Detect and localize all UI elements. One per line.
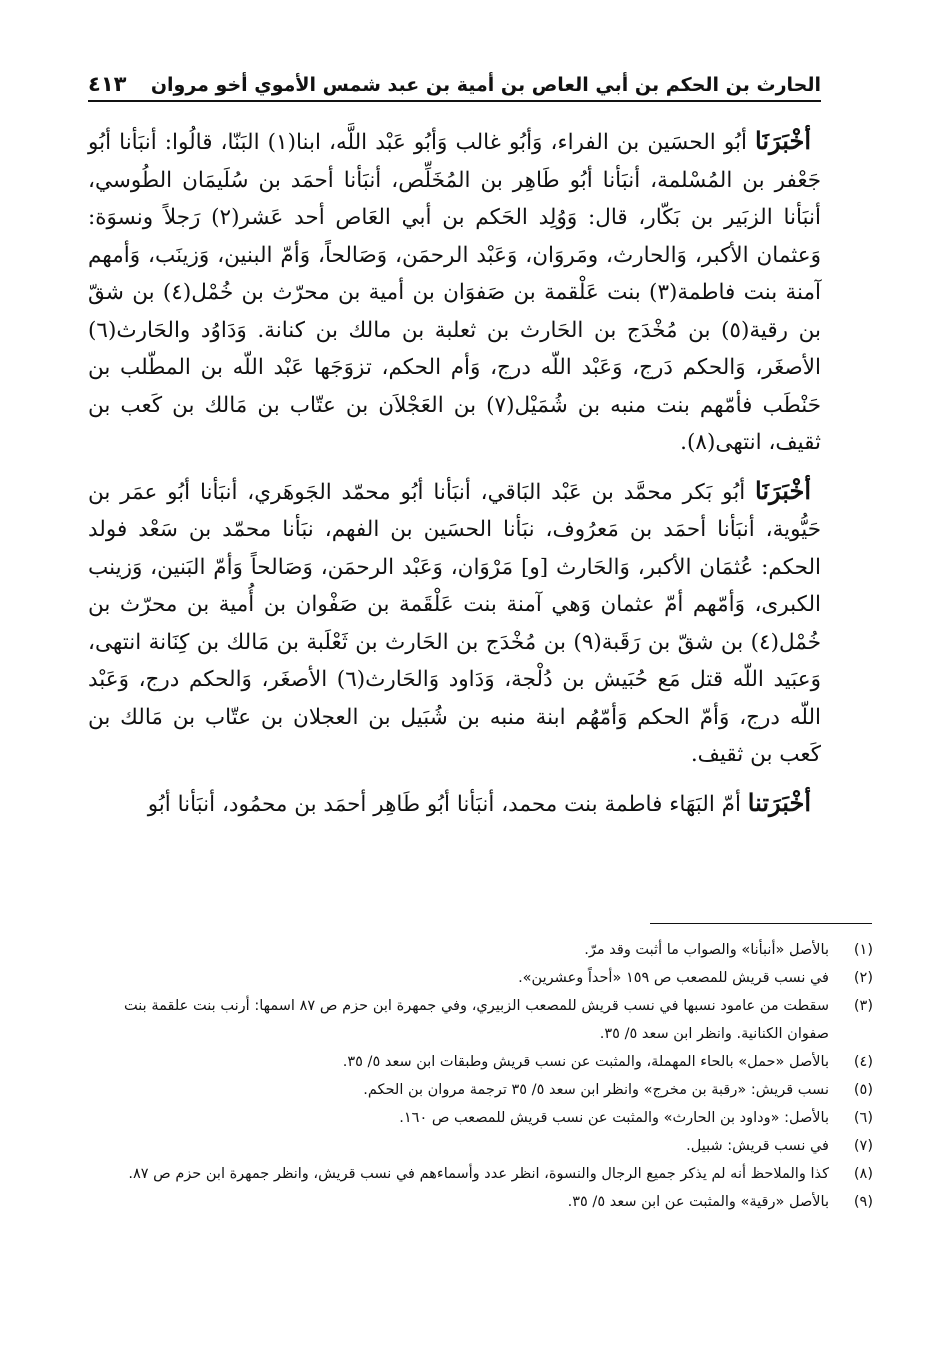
paragraph [88,784,821,824]
page-header [88,62,821,102]
footnote-number: (٢) [853,970,873,986]
footnote [124,992,873,1048]
footnote [124,1048,873,1076]
paragraph-text: أمّ البَهَاء فاطمة بنت محمد، أنبَأنا أبُو طَاهِر أحمَد بن محمُود، أنبَأنا أبُو [147,791,748,817]
paragraph [88,122,821,462]
footnotes [124,936,873,1216]
paragraph [88,472,821,774]
footnote [124,936,873,964]
footnote-text: بالأصل «أنبأنا» والصواب ما أثبت وقد مرّ. [584,942,829,958]
footnote-number: (٦) [853,1110,873,1126]
footnote-number: (٧) [853,1138,873,1154]
footnote [124,1104,873,1132]
page-number: ٤١٣ [88,72,127,96]
footnote [124,1132,873,1160]
footnote-text: سقطت من عامود نسبها في نسب قريش للمصعب الزبيري، وفي جمهرة ابن حزم ص ٨٧ اسمها: أرنب بنت علقمة بنت صفوان الكنانية. وانظر ابن سعد ٥/ ٣٥. [124,998,829,1042]
footnote-number: (٨) [853,1166,873,1182]
main-text [88,122,821,833]
footnote-number: (١) [853,942,873,958]
footnote [124,964,873,992]
footnote-text: في نسب قريش: شبيل. [686,1138,829,1154]
footnote [124,1076,873,1104]
footnote-text: بالأصل «رقية» والمثبت عن ابن سعد ٥/ ٣٥. [567,1194,829,1210]
running-title: الحارث بن الحكم بن أبي العاص بن أمية بن عبد شمس الأموي أخو مروان [150,74,821,96]
paragraph-lead-word: أخْبَرَتنا [747,787,811,817]
footnote [124,1188,873,1216]
footnote-number: (٣) [853,998,873,1014]
footnote-text: بالأصل «حمل» بالحاء المهملة، والمثبت عن نسب قريش وطبقات ابن سعد ٥/ ٣٥. [342,1054,829,1070]
footnote [124,1160,873,1188]
footnote-number: (٤) [853,1054,873,1070]
footnote-text: كذا والملاحظ أنه لم يذكر جميع الرجال والنسوة، انظر عدد وأسماءهم في نسب قريش، وانظر جمهرة ابن حزم ص ٨٧. [128,1166,829,1182]
footnote-separator [650,923,872,924]
footnote-text: نسب قريش: «رقبة بن مخرج» وانظر ابن سعد ٥/ ٣٥ ترجمة مروان بن الحكم. [363,1082,829,1098]
footnote-number: (٩) [853,1194,873,1210]
paragraph-text: أبُو بَكر محمَّد بن عَبْد البَاقي، أنبَأنا أبُو محمّد الجَوهَري، أنبَأنا أبُو عمَر بن حَيُّوية، أنبَأنا أحمَد بن مَعرُوف، نبَأنا الحسَين بن الفهم، نبَأنا محمّد بن سَعْد فولد الحكم: عُثمَان الأكبر، وَالحَارث [و] مَرْوَان، وَعَبْد الرحمَن، وَصَالحاً وَأمّ البَنين، وَزينب الكبرى، وَأمّهم أمّ عثمان وَهي آمنة بنت عَلْقَمة بن صَفْوان بن أُمية بن محرّث بن خُمْل(٤) بن شقّ بن رَقَبة(٩) بن مُخْدَج بن الحَارث بن ثَعْلَبة بن مَالك بن كِنَانة انتهى، وَعبَيد اللّه قتل مَع حُبَيش بن دُلْجة، وَدَاود وَالحَارث(٦) الأصغَر، وَالحكم درج، وَعَبْد اللّه درج، وَأمّ الحكم وَأمّهُم ابنة منبه بن شُبَيل بن العجلان بن عتّاب بن مَالك بن كَعب بن ثقيف. [88,479,821,767]
footnote-number: (٥) [853,1082,873,1098]
paragraph-text: أبُو الحسَين بن الفراء، وَأبُو غالب وَأبُو عَبْد اللَّه، ابنا(١) البَنّا، قالُوا: أنبَأنا أبُو جَعْفر بن المُسْلمة، أنبَأنا أبُو طَاهِر بن المُخَلِّص، أنبَأنا أحمَد بن سُلَيمَان الطُوسي، أنبَأنا الزبَير بن بَكّار، قال: وَوُلِد الحَكم بن أبي العَاص أحد عَشر(٢) رَجلاً ونسوَة: وَعثمان الأكبر، وَالحارث، ومَروَان، وَعَبْد الرحمَن، وَصَالحاً، وَأمّ البنين، وَزينَب، وَأمهم آمنة بنت فاطمة(٣) بنت عَلْقمة بن صَفوَان بن أمية بن محرّث بن خُمْل(٤) بن شقّ بن رقية(٥) بن مُخْدَج بن الحَارث بن ثعلبة بن مالك بن كنانة. وَدَاوُد والحَارث(٦) الأصغَر، وَالحكم دَرج، وَعَبْد اللّه درج، وَأم الحكم، تزوَجَها عَبْد اللّه بن المطّلب بن حَنْطَب فأمّهم بنت منبه بن شُمَيْل(٧) بن العَجْلاَن بن عتّاب بن مَالك بن كَعب بن ثقيف، انتهى(٨). [88,130,821,455]
paragraph-lead-word: أخْبَرَنَا [755,475,811,505]
footnote-text: بالأصل: «وداود بن الحارث» والمثبت عن نسب قريش للمصعب ص ١٦٠. [399,1110,829,1126]
paragraph-lead-word: أخْبَرَنَا [755,126,811,155]
footnote-text: في نسب قريش للمصعب ص ١٥٩ «أحداً وعشرين». [518,970,829,986]
